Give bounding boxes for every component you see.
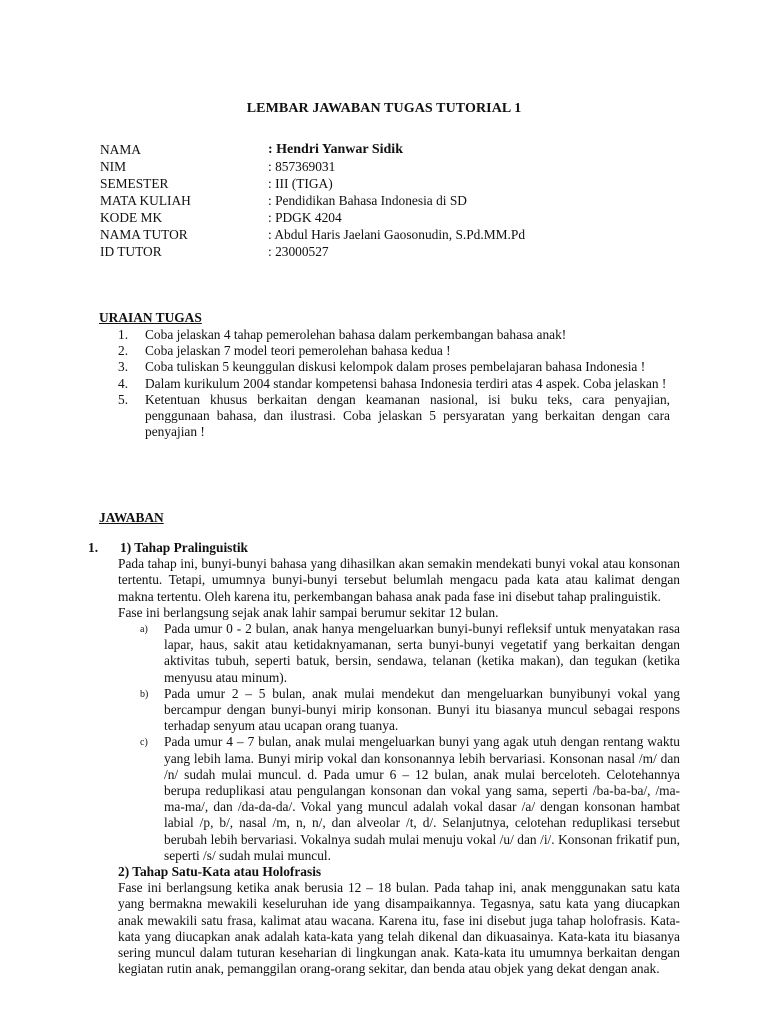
info-label: NIM <box>100 159 127 174</box>
info-row-nama-tutor <box>100 226 680 243</box>
subheading-holofrasis: 2) Tahap Satu-Kata atau Holofrasis <box>118 864 322 880</box>
info-value: : 857369031 <box>268 159 336 174</box>
task-item <box>118 376 670 392</box>
info-label: ID TUTOR <box>100 244 162 259</box>
list-text: Pada umur 4 – 7 bulan, anak mulai mengeluarkan bunyi yang agak utuh dengan rentang waktu yang lebih lama. Bunyi mirip vokal dan konsonannya lebih bervariasi. Konsonan nasal /m/ dan /n/ sudah mulai muncul. d. Pada umur 6 – 12 bulan, anak mulai berceloteh. Celotehannya berupa reduplikasi atau pengulangan konsonan dan vokal yang sama, seperti /ba-ba-ba/, /ma-ma-ma/, dan /da-da-da/. Vokal yang muncul adalah vokal dasar /a/ dengan konsonan hambat labial /p, b/, nasal /m, n, n/, dan alveolar /t, d/. Selanjutnya, celotehan reduplikasi tersebut berubah lebih bervariasi. Vokalnya sudah mulai menuju vokal /u/ dan /i/. Konsonan frikatif pun, seperti /s/ sudah mulai muncul. <box>164 734 680 863</box>
info-row-nama <box>100 141 680 158</box>
list-item <box>140 686 680 735</box>
answer-section <box>88 540 680 977</box>
list-letter: a) <box>140 624 148 636</box>
info-label: MATA KULIAH <box>100 193 191 208</box>
task-number: 1. <box>118 327 129 342</box>
uraian-tugas-heading: URAIAN TUGAS <box>99 310 202 325</box>
paragraph: Fase ini berlangsung sejak anak lahir sampai berumur sekitar 12 bulan. <box>118 604 499 620</box>
task-item <box>118 359 670 375</box>
task-text: Coba jelaskan 7 model teori pemerolehan bahasa kedua ! <box>145 343 451 359</box>
list-letter: c) <box>140 737 148 749</box>
list-text: Pada umur 0 - 2 bulan, anak hanya mengeluarkan bunyi-bunyi refleksif untuk menyatakan rasa lapar, haus, sakit atau ketidaknyamanan, serta bunyi-bunyi vegetatif yang berkaitan dengan aktivitas tubuh, seperti batuk, bersin, sendawa, telanan (ketika makan), dan tegukan (ketika menyusu atau minum). <box>164 621 680 685</box>
info-value: : 23000527 <box>268 244 329 259</box>
info-label: SEMESTER <box>100 176 169 191</box>
task-number: 3. <box>118 359 129 375</box>
info-label: KODE MK <box>100 210 163 225</box>
list-text: Pada umur 2 – 5 bulan, anak mulai mendekut dan mengeluarkan bunyibunyi vokal yang bercampur dengan bunyi-bunyi mirip konsonan. Bunyi itu biasanya muncul sebagai respons terhadap senyum atau ucapan orang tuanya. <box>164 685 680 734</box>
info-row-nim <box>100 158 680 175</box>
task-number: 4. <box>118 375 129 391</box>
jawaban-heading: JAWABAN <box>99 510 164 525</box>
list-item <box>140 734 680 864</box>
info-value: : III (TIGA) <box>268 176 333 191</box>
paragraph: Fase ini berlangsung ketika anak berusia 12 – 18 bulan. Pada tahap ini, anak menggunakan satu kata yang bermakna mewakili keseluruhan ide yang disampaikannya. Tegasnya, satu kata yang diucapkan anak mewakili satu frasa, kalimat atau wacana. Karena itu, fase ini disebut juga tahap holofrasis. Kata-kata yang diucapkan anak adalah kata-kata yang telah dikenal dan dikuasainya. Kata-kata itu biasanya sering muncul dalam tuturan keseharian di lingkungan anak. Kata-kata itu umumnya berkaitan dengan kegiatan rutin anak, pemanggilan orang-orang sekitar, dan benda atau objek yang dekat dengan anak. <box>118 880 680 977</box>
info-value: : Hendri Yanwar Sidik <box>268 142 403 157</box>
list-letter: b) <box>140 688 149 700</box>
info-value: : Pendidikan Bahasa Indonesia di SD <box>268 193 467 208</box>
info-row-mata-kuliah <box>100 192 680 209</box>
info-label: NAMA <box>100 142 141 157</box>
info-value: : Abdul Haris Jaelani Gaosonudin, S.Pd.MM.Pd <box>268 227 526 242</box>
info-label: NAMA TUTOR <box>100 227 188 242</box>
task-item <box>118 327 670 343</box>
task-list <box>118 327 670 440</box>
task-text: Ketentuan khusus berkaitan dengan keamanan nasional, isi buku teks, cara penyajian, penggunaan bahasa, dan ilustrasi. Coba jelaskan 5 persyaratan yang berkaitan dengan cara penyajian ! <box>145 391 670 440</box>
task-number: 5. <box>118 391 129 407</box>
task-item <box>118 343 670 359</box>
student-info <box>100 141 680 260</box>
paragraph: Pada tahap ini, bunyi-bunyi bahasa yang dihasilkan akan semakin mendekati bunyi vokal atau konsonan tertentu. Tetapi, umumnya bunyi-bunyi tersebut belumlah mengacu pada kata atau kalimat dengan makna tertentu. Oleh karena itu, perkembangan bahasa anak pada fase ini disebut tahap pralinguistik. <box>118 556 680 604</box>
info-value: : PDGK 4204 <box>268 210 342 225</box>
task-text: Coba tuliskan 5 keunggulan diskusi kelompok dalam proses pembelajaran bahasa Indonesia ! <box>145 359 646 375</box>
stage-list <box>140 621 680 864</box>
answer-number: 1. <box>88 540 99 555</box>
task-item <box>118 392 670 441</box>
info-row-id-tutor <box>100 243 680 260</box>
info-row-kode-mk <box>100 209 680 226</box>
task-text: Coba jelaskan 4 tahap pemerolehan bahasa dalam perkembangan bahasa anak! <box>145 327 567 342</box>
answer-1-heading <box>88 540 680 556</box>
list-item <box>140 621 680 686</box>
task-number: 2. <box>118 343 129 359</box>
subheading-pralinguistik: 1) Tahap Pralinguistik <box>120 540 249 555</box>
task-text: Dalam kurikulum 2004 standar kompetensi bahasa Indonesia terdiri atas 4 aspek. Coba jelaskan ! <box>145 375 667 391</box>
document-title: LEMBAR JAWABAN TUGAS TUTORIAL 1 <box>246 101 522 116</box>
info-row-semester <box>100 175 680 192</box>
